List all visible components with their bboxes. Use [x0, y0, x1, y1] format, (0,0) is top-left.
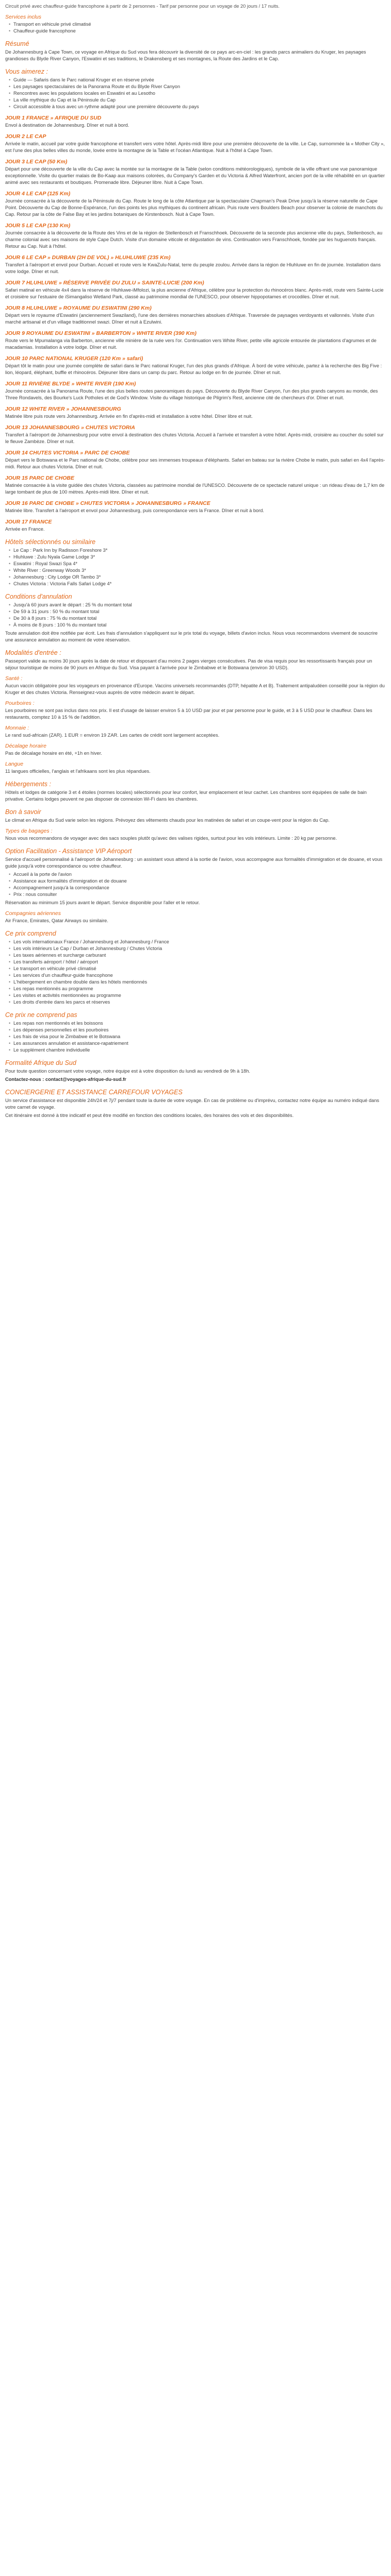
- summary-title: Résumé: [5, 40, 29, 47]
- day-text: Safari matinal en véhicule 4x4 dans la réserve de Hluhluwe-iMfolozi, la plus ancienne d'Afrique, célèbre pour la protection du rhinocéros blanc. Après-midi, route vers Sainte-Lucie et croisière sur l'estuaire de iSimangaliso Wetland Park, classé au patrimoine mondial de l'UNESCO, pour observer hippopotames et crocodiles. Dîner et nuit.: [5, 287, 384, 299]
- day-text: Route vers le Mpumalanga via Barberton, ancienne ville minière de la ruée vers l'or. Continuation vers White River, petite ville agricole entourée de plantations d'agrumes et de macadamias. Installation à votre lodge. Dîner et nuit.: [5, 338, 377, 350]
- option-text-2: Réservation au minimum 15 jours avant le départ. Service disponible pour l'aller et le retour.: [5, 900, 200, 905]
- conditions-list: [5, 602, 386, 629]
- day-title: JOUR 10 PARC NATIONAL KRUGER (120 Km » safari): [5, 355, 143, 362]
- price-includes-title: Ce prix comprend: [5, 930, 56, 937]
- intro-text: Circuit privé avec chauffeur-guide francophone à partir de 2 personnes - Tarif par personne pour un voyage de 20 jours / 17 nuits.: [5, 4, 280, 9]
- list-item: • Les taxes aériennes et surcharge carburant: [10, 952, 386, 959]
- day-text: Départ vers le royaume d'Eswatini (anciennement Swaziland), l'une des dernières monarchies absolues d'Afrique. Traversée de paysages verdoyants et vallonnés. Visite d'un marché artisanal et d'un village traditionnel swazi. Dîner et nuit à Ezulwini.: [5, 313, 374, 325]
- contact-title: Formalité Afrique du Sud: [5, 1059, 76, 1066]
- list-item: • À moins de 8 jours : 100 % du montant total: [10, 622, 386, 629]
- day-text: Arrivée le matin, accueil par votre guide francophone et transfert vers votre hôtel. Après-midi libre pour une première découverte de la ville. Le Cap, surnommée la « Mother City », est l'une des plus belles villes du monde, lovée entre la montagne de la Table et l'océan Atlantique. Nuit à l'hôtel à Cape Town.: [5, 141, 385, 153]
- day-title: JOUR 1 FRANCE » AFRIQUE DU SUD: [5, 115, 102, 121]
- day-title: JOUR 5 LE CAP (130 Km): [5, 223, 71, 229]
- day-title: JOUR 4 LE CAP (125 Km): [5, 191, 71, 197]
- day-text: Transfert à l'aéroport et envol pour Durban. Accueil et route vers le KwaZulu-Natal, terre du peuple zoulou. Arrivée dans la région de Hluhluwe en fin de journée. Installation dans votre lodge. Dîner et nuit.: [5, 262, 381, 274]
- day-title: JOUR 14 CHUTES VICTORIA » PARC DE CHOBE: [5, 450, 130, 456]
- contact-email[interactable]: Contactez-nous : contact@voyages-afrique-du-sud.fr: [5, 1077, 126, 1082]
- list-item: • Hluhluwe : Zulu Nyala Game Lodge 3*: [10, 554, 386, 561]
- health-title: Santé :: [5, 675, 23, 682]
- airlines-title: Compagnies aériennes: [5, 910, 61, 917]
- footer-text-2: Cet itinéraire est donné à titre indicatif et peut être modifié en fonction des conditions locales, des horaires des vols et des disponibilités.: [5, 1113, 294, 1118]
- health-text: Aucun vaccin obligatoire pour les voyageurs en provenance d'Europe. Vaccins universels recommandés (DTP, hépatite A et B). Traitement antipaludéen conseillé pour la région du Kruger et des chutes Victoria. Renseignez-vous auprès de votre médecin avant le départ.: [5, 683, 385, 695]
- day-title: JOUR 6 LE CAP » DURBAN (2H DE VOL) » HLUHLUWE (235 Km): [5, 255, 171, 261]
- option-list: [5, 871, 386, 898]
- day-title: JOUR 8 HLUHLUWE » ROYAUME DU ESWATINI (290 Km): [5, 305, 152, 311]
- list-item: • Les visites et activités mentionnées au programme: [10, 992, 386, 999]
- list-item: • Les repas non mentionnés et les boissons: [10, 1020, 386, 1027]
- hotels-title: Hôtels sélectionnés ou similaire: [5, 538, 96, 546]
- list-item: • Eswatini : Royal Swazi Spa 4*: [10, 561, 386, 567]
- list-item: • Chauffeur-guide francophone: [10, 28, 386, 35]
- formalities-title: Modalités d'entrée :: [5, 649, 61, 656]
- list-item: • Guide — Safaris dans le Parc national Kruger et en réserve privée: [10, 77, 386, 83]
- day-text: Transfert à l'aéroport de Johannesburg pour votre envol à destination des chutes Victoria. Accueil à l'arrivée et transfert à votre hôtel. Après-midi, croisière au coucher du soleil sur le fleuve Zambèze. Dîner et nuit.: [5, 432, 384, 444]
- list-item: • Le Cap : Park Inn by Radisson Foreshore 3*: [10, 547, 386, 554]
- list-item: • Johannesburg : City Lodge OR Tambo 3*: [10, 574, 386, 581]
- day-title: JOUR 13 JOHANNESBOURG » CHUTES VICTORIA: [5, 425, 135, 431]
- accommodation-title: Hébergements :: [5, 781, 51, 788]
- tips-text: Les pourboires ne sont pas inclus dans nos prix. Il est d'usage de laisser environ 5 à 10 USD par jour et par personne pour le guide, et 3 à 5 USD pour le chauffeur. Dans les restaurants, comptez 10 à 15 % de l'addition.: [5, 708, 372, 720]
- language-title: Langue: [5, 761, 24, 767]
- list-item: • De 59 à 31 jours : 50 % du montant total: [10, 608, 386, 615]
- day-text: Envol à destination de Johannesburg. Dîner et nuit à bord.: [5, 123, 129, 128]
- conditions-title: Conditions d'annulation: [5, 593, 72, 600]
- highlights-title: Vous aimerez :: [5, 68, 48, 75]
- contact-text: Pour toute question concernant votre voyage, notre équipe est à votre disposition du lundi au vendredi de 9h à 18h.: [5, 1069, 250, 1074]
- list-item: • Les vols internationaux France / Johannesburg et Johannesburg / France: [10, 939, 386, 945]
- list-item: • Les dépenses personnelles et les pourboires: [10, 1027, 386, 1033]
- price-excludes-title: Ce prix ne comprend pas: [5, 1011, 77, 1019]
- list-item: • Circuit accessible à tous avec un rythme adapté pour une première découverte du pays: [10, 104, 386, 110]
- list-item: • Les vols intérieurs Le Cap / Durban et Johannesburg / Chutes Victoria: [10, 945, 386, 952]
- list-item: • White River : Greenway Woods 3*: [10, 567, 386, 574]
- tips-title: Pourboires :: [5, 700, 35, 706]
- day-title: JOUR 16 PARC DE CHOBE » CHUTES VICTORIA » JOHANNESBURG » FRANCE: [5, 500, 210, 506]
- itinerary: [5, 114, 386, 533]
- price-excludes-list: [5, 1020, 386, 1054]
- highlights-list: [5, 77, 386, 110]
- day-title: JOUR 12 WHITE RIVER » JOHANNESBOURG: [5, 406, 121, 412]
- list-item: • Les transferts aéroport / hôtel / aéroport: [10, 959, 386, 965]
- list-item: • Le transport en véhicule privé climatisé: [10, 965, 386, 972]
- list-item: • Les frais de visa pour le Zimbabwe et le Botswana: [10, 1033, 386, 1040]
- day-title: JOUR 3 LE CAP (50 Km): [5, 159, 68, 165]
- list-item: • Les assurances annulation et assistance-rapatriement: [10, 1040, 386, 1047]
- day-title: JOUR 17 FRANCE: [5, 519, 52, 525]
- list-item: • Prix : nous consulter: [10, 891, 386, 898]
- accommodation-text: Hôtels et lodges de catégorie 3 et 4 étoiles (normes locales) sélectionnés pour leur confort, leur emplacement et leur cachet. Les chambres sont équipées de salle de bain privative. Certains lodges peuvent ne pas disposer de connexion Wi-Fi dans les chambres.: [5, 790, 367, 802]
- good-to-know-title: Bon à savoir: [5, 808, 41, 816]
- hotels-list: [5, 547, 386, 587]
- day-title: JOUR 11 RIVIÈRE BLYDE » WHITE RIVER (190 Km): [5, 381, 136, 387]
- day-text: Journée consacrée à la Panorama Route, l'une des plus belles routes panoramiques du pays. Découverte du Blyde River Canyon, l'un des plus grands canyons au monde, des Three Rondavels, des Bourke's Luck Potholes et de God's Window. Visite du village historique de Pilgrim's Rest, ancienne cité de chercheurs d'or. Dîner et nuit.: [5, 388, 378, 400]
- day-text: Matinée libre puis route vers Johannesburg. Arrivée en fin d'après-midi et installation à votre hôtel. Dîner libre et nuit.: [5, 414, 253, 419]
- day-title: JOUR 15 PARC DE CHOBE: [5, 475, 74, 481]
- day-title: JOUR 7 HLUHLUWE » RÉSERVE PRIVÉE DU ZULU » SAINTE-LUCIE (200 Km): [5, 280, 204, 286]
- footer-text: Un service d'assistance est disponible 24h/24 et 7j/7 pendant toute la durée de votre voyage. En cas de problème ou d'imprévu, contactez notre équipe au numéro indiqué dans votre carnet de voyage.: [5, 1098, 380, 1110]
- list-item: • Accompagnement jusqu'à la correspondance: [10, 885, 386, 891]
- option-text: Service d'accueil personnalisé à l'aéroport de Johannesburg : un assistant vous attend à la sortie de l'avion, vous accompagne aux formalités d'immigration et de douane, et vous guide jusqu'à votre correspondance ou votre chauffeur.: [5, 857, 383, 869]
- included-list: [5, 21, 386, 35]
- timezone-text: Pas de décalage horaire en été, +1h en hiver.: [5, 751, 102, 756]
- language-text: 11 langues officielles, l'anglais et l'afrikaans sont les plus répandues.: [5, 769, 151, 774]
- luggage-text: Nous vous recommandons de voyager avec des sacs souples plutôt qu'avec des valises rigides, surtout pour les vols intérieurs. Limite : 20 kg par personne.: [5, 836, 337, 841]
- day-text: Journée consacrée à la découverte de la Péninsule du Cap. Route le long de la côte Atlantique par la spectaculaire Chapman's Peak Drive jusqu'à la réserve naturelle de Cape Point. Découverte du Cap de Bonne-Espérance, l'un des points les plus mythiques du continent africain. Puis route vers Boulders Beach pour observer la colonie de manchots du Cap. Retour par la côte de False Bay et les jardins botaniques de Kirstenbosch. Nuit à Cape Town.: [5, 198, 383, 217]
- list-item: • Assistance aux formalités d'immigration et de douane: [10, 878, 386, 885]
- day-title: JOUR 9 ROYAUME DU ESWATINI » BARBERTON » WHITE RIVER (390 Km): [5, 330, 197, 336]
- list-item: • Chutes Victoria : Victoria Falls Safari Lodge 4*: [10, 581, 386, 587]
- timezone-title: Décalage horaire: [5, 743, 46, 749]
- good-to-know-text: Le climat en Afrique du Sud varie selon les régions. Prévoyez des vêtements chauds pour les matinées de safari et un coupe-vent pour la région du Cap.: [5, 818, 330, 823]
- airlines-text: Air France, Emirates, Qatar Airways ou similaire.: [5, 918, 108, 923]
- document-page: [0, 0, 391, 1119]
- footer-title: CONCIERGERIE ET ASSISTANCE CARREFOUR VOYAGES: [5, 1089, 183, 1096]
- conditions-text: Toute annulation doit être notifiée par écrit. Les frais d'annulation s'appliquent sur le prix total du voyage, billets d'avion inclus. Nous vous recommandons vivement de souscrire une assurance annulation au moment de votre réservation.: [5, 631, 378, 642]
- list-item: • Les paysages spectaculaires de la Panorama Route et du Blyde River Canyon: [10, 83, 386, 90]
- list-item: • Les droits d'entrée dans les parcs et réserves: [10, 999, 386, 1006]
- list-item: • Les repas mentionnés au programme: [10, 986, 386, 992]
- day-text: Départ pour une découverte de la ville du Cap avec la montée sur la montagne de la Table (selon conditions météorologiques), symbole de la ville offrant une vue panoramique exceptionnelle. Visite du quartier malais de Bo-Kaap aux maisons colorées, du Company's Garden et du Victoria & Alfred Waterfront, ancien port de la ville réhabilité en un quartier animé avec ses restaurants et boutiques. Promenade libre. Déjeuner libre. Nuit à Cape Town.: [5, 166, 385, 185]
- option-title: Option Facilitation - Assistance VIP Aéroport: [5, 848, 132, 855]
- list-item: • Jusqu'à 60 jours avant le départ : 25 % du montant total: [10, 602, 386, 608]
- list-item: • Accueil à la porte de l'avion: [10, 871, 386, 878]
- day-text: Matinée consacrée à la visite guidée des chutes Victoria, classées au patrimoine mondial de l'UNESCO. Découverte de ce spectacle naturel unique : un rideau d'eau de 1,7 km de large tombant de plus de 100 mètres. Après-midi libre. Dîner et nuit.: [5, 483, 385, 495]
- list-item: • Rencontres avec les populations locales en Eswatini et au Lesotho: [10, 90, 386, 97]
- currency-text: Le rand sud-africain (ZAR). 1 EUR = environ 19 ZAR. Les cartes de crédit sont largement acceptées.: [5, 733, 220, 738]
- day-text: Départ tôt le matin pour une journée complète de safari dans le Parc national Kruger, l'un des plus grands d'Afrique. À bord de votre véhicule, partez à la recherche des Big Five : lion, léopard, éléphant, buffle et rhinocéros. Déjeuner libre dans un camp du parc. Retour au lodge en fin de journée. Dîner et nuit.: [5, 363, 382, 375]
- list-item: • Transport en véhicule privé climatisé: [10, 21, 386, 28]
- price-includes-list: [5, 939, 386, 1006]
- day-text: Journée consacrée à la découverte de la Route des Vins et de la région de Stellenbosch et Franschhoek. Découverte de la seconde plus ancienne ville du pays, Stellenbosch, au charme colonial avec ses maisons de style Cape Dutch. Visite d'un domaine viticole et dégustation de vins. Continuation vers Franschhoek, fondée par les huguenots français. Retour au Cap. Nuit à l'hôtel.: [5, 230, 383, 249]
- summary-text: De Johannesburg à Cape Town, ce voyage en Afrique du Sud vous fera découvrir la diversité de ce pays arc-en-ciel : les grands parcs animaliers du Kruger, les paysages grandioses du Blyde River Canyon, l'Eswatini et ses traditions, le Drakensberg et ses montagnes, la Route des Jardins et le Cap.: [5, 49, 366, 61]
- list-item: • Les services d'un chauffeur-guide francophone: [10, 972, 386, 979]
- list-item: • La ville mythique du Cap et la Péninsule du Cap: [10, 97, 386, 104]
- day-text: Départ vers le Botswana et le Parc national de Chobe, célèbre pour ses immenses troupeaux d'éléphants. Safari en bateau sur la rivière Chobe le matin, puis safari en 4x4 l'après-midi. Retour aux chutes Victoria. Dîner et nuit.: [5, 457, 385, 469]
- list-item: • Le supplément chambre individuelle: [10, 1047, 386, 1054]
- day-text: Matinée libre. Transfert à l'aéroport et envol pour Johannesburg, puis correspondance vers la France. Dîner et nuit à bord.: [5, 508, 265, 513]
- included-title: Services inclus: [5, 14, 42, 20]
- day-text: Arrivée en France.: [5, 527, 45, 532]
- formalities-text: Passeport valide au moins 30 jours après la date de retour et disposant d'au moins 2 pages vierges consécutives. Pas de visa requis pour les ressortissants français pour un séjour touristique de moins de 90 jours en Afrique du Sud. Visa payant à l'arrivée pour le Zimbabwe et le Botswana (environ 30 USD).: [5, 658, 372, 670]
- currency-title: Monnaie :: [5, 725, 29, 731]
- day-title: JOUR 2 LE CAP: [5, 133, 46, 140]
- list-item: • De 30 à 8 jours : 75 % du montant total: [10, 615, 386, 622]
- luggage-title: Types de bagages :: [5, 828, 53, 834]
- list-item: • L'hébergement en chambre double dans les hôtels mentionnés: [10, 979, 386, 986]
